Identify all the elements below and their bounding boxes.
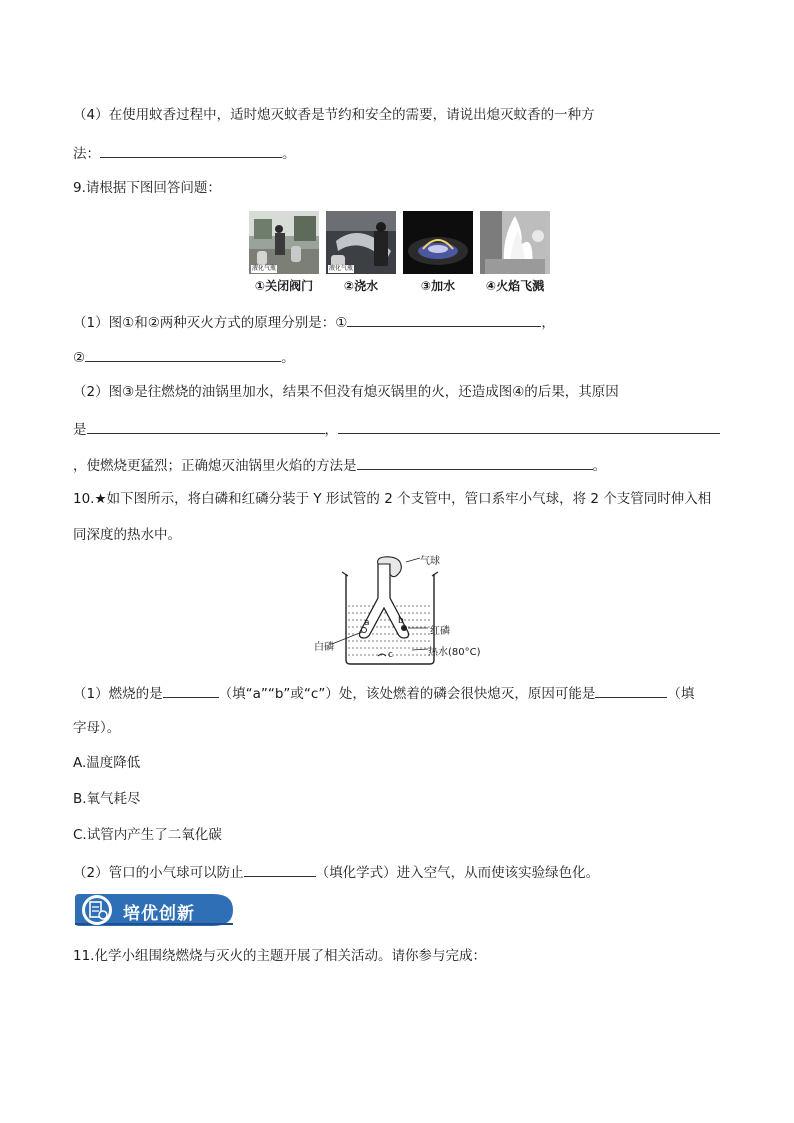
q10-option-c: C.试管内产生了二氧化碳	[73, 827, 222, 843]
q8-4-answer-blank[interactable]	[100, 143, 282, 158]
q9-2-line1: （2）图③是往燃烧的油锅里加水，结果不但没有熄灭锅里的火，还造成图④的后果，其原因	[73, 384, 619, 400]
section-banner	[73, 890, 235, 930]
q10-1-blank-1[interactable]	[163, 683, 219, 698]
q10-2-line	[73, 862, 599, 882]
q9-2-line3-prefix: ，使燃烧更猛烈；正确熄灭油锅里火焰的方法是	[73, 458, 357, 474]
q9-2-prefix: 是	[73, 422, 87, 438]
y-tube-diagram	[312, 556, 482, 668]
q9-2-line3	[73, 455, 606, 475]
photo-label: ①关闭阀门	[254, 279, 314, 293]
q10-option-a: A.温度降低	[73, 755, 141, 771]
q10-1-middle: （填“a”“b”或“c”）处，该处燃着的磷会很快熄灭，原因可能是	[218, 686, 596, 702]
q9-2-blank-1[interactable]	[87, 419, 325, 434]
q10-1-suffix: （填	[667, 686, 695, 702]
section-title: 培优创新	[123, 904, 195, 924]
photo-label: ③加水	[420, 279, 456, 293]
q9-image-strip	[249, 211, 549, 293]
photo-tag: 液化气瓶	[329, 265, 354, 272]
point-a-label: a	[364, 618, 370, 628]
q10-1-line1	[73, 683, 694, 703]
q8-4-prefix: 法：	[73, 146, 100, 162]
q9-1-period: 。	[281, 350, 295, 366]
q9-1-line2	[73, 347, 295, 367]
q9-2-blank-2[interactable]	[338, 419, 720, 434]
q9-stem: 9.请根据下图回答问题：	[73, 180, 221, 196]
q9-2-comma: ，	[324, 422, 338, 438]
q9-1-prefix2: ②	[73, 350, 86, 366]
document-icon	[82, 895, 112, 925]
point-c-label: c	[388, 650, 393, 660]
q10-1-line2: 字母）。	[73, 720, 121, 736]
q10-stem-line1: 10.★如下图所示，将白磷和红磷分装于 Y 形试管的 2 个支管中，管口系牢小气球，将 2 个支管同时伸入相	[73, 491, 712, 507]
photo-add-water	[403, 211, 473, 274]
hot-water-label: 热水(80°C)	[428, 647, 481, 658]
q9-1-comma: ，	[541, 315, 555, 331]
photo-tag: 液化气瓶	[252, 265, 277, 272]
q10-stem-line2: 同深度的热水中。	[73, 527, 181, 543]
q10-2-suffix: （填化学式）进入空气，从而使该实验绿色化。	[315, 865, 600, 881]
q8-4-line1: （4）在使用蚊香过程中，适时熄灭蚊香是节约和安全的需要，请说出熄灭蚊香的一种方	[73, 107, 595, 123]
q10-option-b: B.氧气耗尽	[73, 791, 141, 807]
q11-stem: 11.化学小组围绕燃烧与灭火的主题开展了相关活动。请你参与完成：	[73, 948, 486, 964]
q9-1-blank-1[interactable]	[347, 312, 541, 327]
point-b-label: b	[398, 616, 404, 626]
photo-spray-water	[326, 211, 396, 274]
q10-1-prefix: （1）燃烧的是	[73, 686, 163, 702]
q8-4-line2	[73, 143, 296, 163]
q9-2-line2	[73, 419, 720, 439]
red-phosphorus-label: 红磷	[430, 626, 450, 637]
q10-2-blank[interactable]	[244, 862, 316, 877]
q9-1-blank-2[interactable]	[85, 347, 281, 362]
photo-label: ④火焰飞溅	[485, 279, 545, 293]
balloon-label: 气球	[420, 556, 440, 567]
q10-2-prefix: （2）管口的小气球可以防止	[73, 865, 244, 881]
q9-2-blank-3[interactable]	[357, 455, 593, 470]
photo-close-valve	[249, 211, 319, 274]
q9-1-line1	[73, 312, 555, 332]
photo-flame-splash	[480, 211, 550, 274]
white-phosphorus-label: 白磷	[314, 642, 334, 653]
q10-1-blank-2[interactable]	[595, 683, 667, 698]
photo-label: ②浇水	[343, 279, 379, 293]
q9-1-prefix: （1）图①和②两种灭火方式的原理分别是：①	[73, 315, 348, 331]
q9-2-line3-suffix: 。	[592, 458, 606, 474]
q8-4-suffix: 。	[282, 146, 296, 162]
